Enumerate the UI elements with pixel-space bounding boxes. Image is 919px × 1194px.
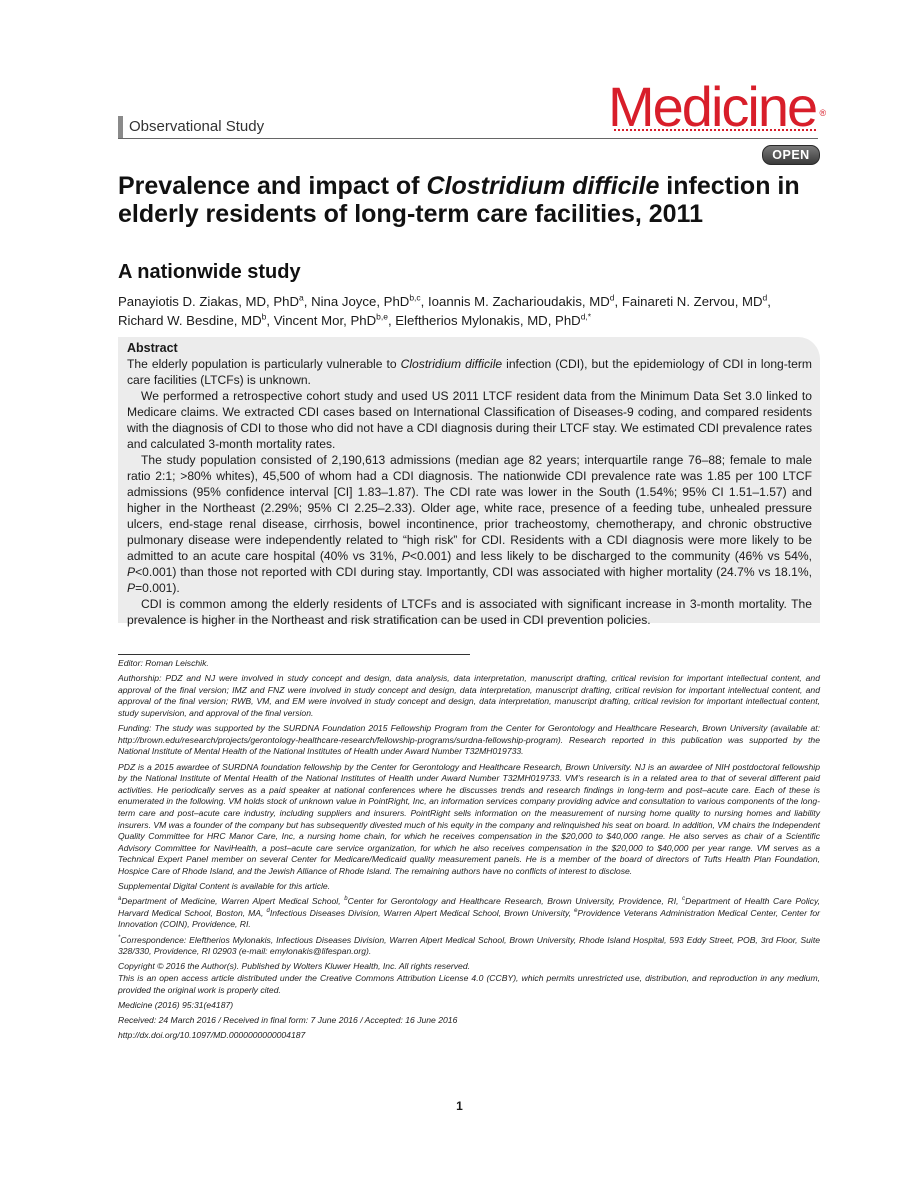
footnote-correspondence: *Correspondence: Eleftherios Mylonakis, Infectious Diseases Division, Warren Alpert Medical School, Brown University, Rhode Island Hospital, 593 Eddy Street, POB, 3rd Floor, Suite 328/330, Providence, RI 02903 (e-mail: emylonakis@lifespan.org). (118, 934, 820, 957)
footnote-citation: Medicine (2016) 95:31(e4187) (118, 999, 234, 1010)
page-number: 1 (456, 1099, 463, 1113)
journal-name: Medicine (608, 75, 817, 138)
abstract-background: The elderly population is particularly vulnerable to Clostridium difficile infection (CDI), but the epidemiology of CDI in long-term care facilities (LTCFs) is unknown. (127, 357, 812, 387)
footnotes (118, 658, 820, 1045)
title-italic-organism: Clostridium difficile (426, 172, 660, 200)
author: Richard W. Besdine, $MD^b$, (118, 311, 274, 328)
abstract-results: The study population consisted of 2,190,613 admissions (median age 82 years; interquartile range 76–88; female to male ratio 2:1; >80% whites), 45,500 of whom had a CDI diagnosis. The nationwide CDI prevalence rate was 1.85 per 100 LTCF admissions (95% confidence interval [CI] 1.83–1.87). The CDI rate was lower in the South (1.54%; 95% CI 1.51–1.57) and higher in the Northeast (2.29%; 95% CI 2.25–2.33). Older age, white race, presence of a feeding tube, unhealed pressure ulcers, end-stage renal disease, cirrhosis, bowel incontinence, prior tracheostomy, chemotherapy, and chronic obstructive pulmonary disease were independently related to “high risk” for CDI. Residents with a CDI diagnosis were more likely to be admitted to an acute care hospital (40% vs 31%, P<0.001) and less likely to be discharged to the community (46% vs 54%, P<0.001) than those not reported with CDI during stay. Importantly, CDI was associated with higher mortality (24.7% vs 18.1%, P=0.001). (127, 453, 812, 595)
footnote-authorship: Authorship: PDZ and NJ were involved in study concept and design, data analysis, data interpretation, manuscript drafting, critical revision for important intellectual content, and approval of the final version; IMZ and FNZ were involved in study concept and design, data interpretation, manuscript drafting, critical revision for important intellectual content, and approval of the final version; RWB, VM, and EM were involved in study concept and design, data interpretation, manuscript drafting, critical revision for important intellectual content, study supervision, and approval of the final version. (118, 673, 820, 718)
section-label: Observational Study (118, 116, 264, 138)
footnote-conflicts: PDZ is a 2015 awardee of SURDNA foundation fellowship by the Center for Gerontology and Healthcare Research, Brown University. NJ is an awardee of NIH postdoctoral fellowship by the National Institute of Mental Health of the National Institutes of Health under Award Number T32MH019733. VM’s research is in a related area to that of several different paid activities. He periodically serves as a paid speaker at national conferences where he discusses trends and research findings in long-term and post–acute care. Each of these is enumerated in the following. VM holds stock of unknown value in PointRight, Inc, an information services company providing advice and consultation to various components of the long-term care and post–acute care industry, including suppliers and insurers. PointRight sells information on the measurement of nursing home quality to nursing homes and liability insurers. VM was a founder of the company but has subsequently divested much of his equity in the company and relinquished his seat on board. In addition, VM chairs the Independent Quality Committee for HRC Manor Care, Inc, a nursing home chain, for which he receives compensation in the $20,000 to $40,000 range. He also serves as chair of a Scientific Advisory Committee for NaviHealth, a post–acute care service organization, for which he also receives compensation in the $20,000 to $40,000 per year range. VM serves as a Technical Expert Panel member on several Center for Medicare/Medicaid quality measurement panels. He is a member of the board of directors of Tufts Health Plan Foundation, Hospice Care of Rhode Island, and the Jewish Alliance of Rhode Island. The remaining authors have no conflicts of interest to disclose. (118, 761, 820, 876)
footnote-editor: Editor: Roman Leischik. (118, 658, 209, 668)
article-subtitle: A nationwide study (118, 261, 301, 283)
title-text: Prevalence and impact of (118, 172, 427, 200)
author: Fainareti N. Zervou, $MD^d$, (621, 292, 771, 309)
article-title (118, 172, 818, 228)
author: Vincent Mor, PhD$^{b,e}$, (273, 311, 396, 328)
abstract-methods: We performed a retrospective cohort study and used US 2011 LTCF resident data from the Minimum Data Set 3.0 linked to Medicare claims. We extracted CDI cases based on International Classification of Diseases-9 coding, and compared residents with the diagnosis of CDI to those who did not have a CDI diagnosis during their LTCF stay. We estimated CDI prevalence rates and calculated 3-month mortality rates. (127, 389, 812, 451)
author-list (118, 292, 820, 330)
footnote-copyright: Copyright © 2016 the Author(s). Published by Wolters Kluwer Health, Inc. All rights reserved. (118, 961, 470, 972)
author: Ioannis M. Zacharioudakis, $MD^d$, (427, 292, 622, 309)
doi-link[interactable]: http://dx.doi.org/10.1097/MD.0000000000004187 (118, 1030, 306, 1041)
footnote-affiliations: $^a$Department of Medicine, Warren Alpert Medical School, $^b$Center for Gerontology and Healthcare Research, Brown University, Providence, RI, $^c$Department of Health Care Policy, Harvard Medical School, Boston, MA, $^d$Infectious Diseases Division, Warren Alpert Medical School, Brown University, $^e$Providence Veterans Administration Medical Center, Center for Innovation (COIN), Providence, RI. (118, 896, 820, 930)
title-text-rest: infection in elderly residents of long-term care facilities, 2011 (118, 172, 800, 228)
footnote-funding: Funding: The study was supported by the SURDNA Foundation 2015 Fellowship Program from the Center for Gerontology and Healthcare Research, Brown University (available at: http://brown.edu/research/projects/gerontology-healthcare-research/fellowship-programs/surdna-fellowship-program). Research reported in this publication was supported by the National Institute of Mental Health of the National Institutes of Health under Award Number T32MH019733. (118, 723, 820, 757)
author: Panayiotis D. Ziakas, MD, PhD$^a$, (118, 292, 312, 309)
abstract-conclusion: CDI is common among the elderly residents of LTCFs and is associated with significant increase in 3-month mortality. The prevalence is higher in the Northeast and risk stratification can be used in CDI prevention policies. (127, 597, 812, 627)
registered-mark: ® (819, 108, 827, 118)
journal-logo (608, 75, 827, 138)
footnote-rule (118, 654, 470, 655)
footnote-supplemental: Supplemental Digital Content is available for this article. (118, 881, 331, 892)
abstract-box (118, 337, 820, 627)
open-access-badge: OPEN (762, 145, 820, 165)
author: Nina Joyce, PhD$^{b,c}$, (311, 292, 428, 309)
abstract-heading: Abstract (127, 341, 178, 355)
author: Eleftherios Mylonakis, MD, PhD$^{d,*}$ (395, 311, 592, 328)
footnote-license: This is an open access article distributed under the Creative Commons Attribution License 4.0 (CCBY), which permits unrestricted use, distribution, and reproduction in any medium, provided the original work is properly cited. (118, 973, 820, 995)
logo-dotted-underline (614, 129, 816, 131)
header-rule (118, 138, 818, 139)
footnote-dates: Received: 24 March 2016 / Received in final form: 7 June 2016 / Accepted: 16 June 2016 (118, 1014, 458, 1025)
